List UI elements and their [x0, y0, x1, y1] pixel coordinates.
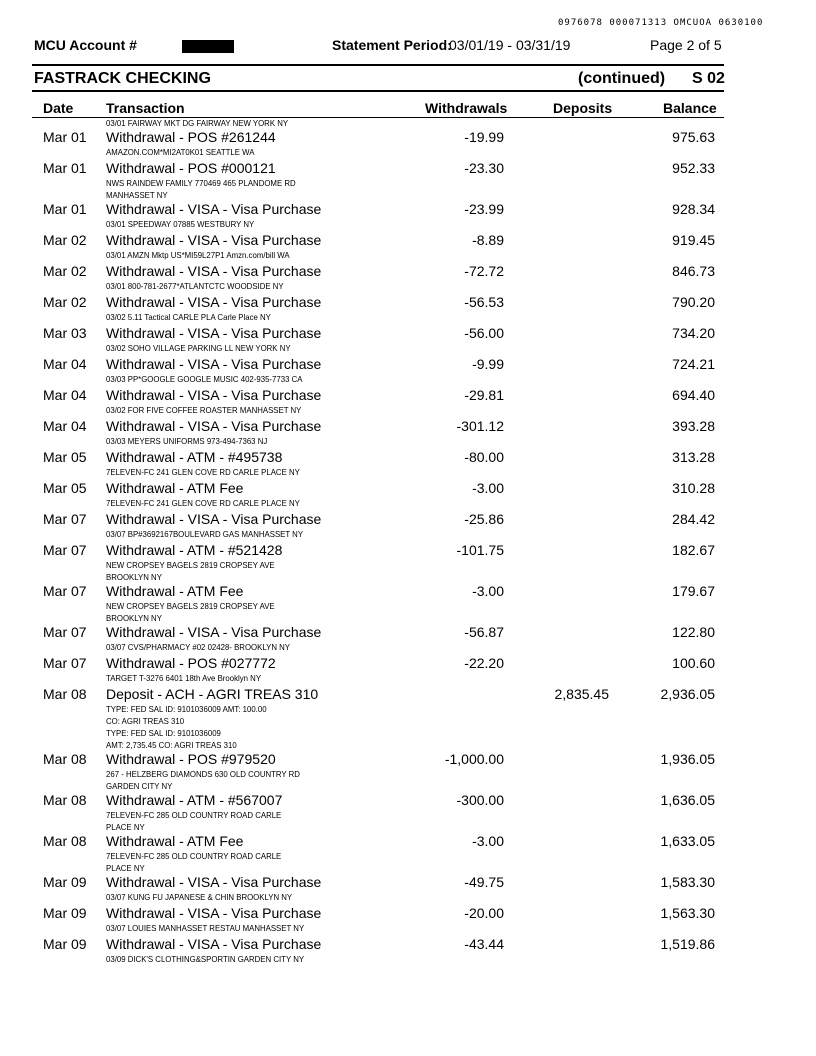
transaction-date: Mar 04	[43, 356, 87, 372]
transaction-detail: 03/01 SPEEDWAY 07885 WESTBURY NY	[106, 219, 255, 229]
transaction-detail: BROOKLYN NY	[106, 572, 162, 582]
transaction-date: Mar 01	[43, 201, 87, 217]
transaction-description: Withdrawal - VISA - Visa Purchase	[106, 511, 322, 527]
transaction-rows	[0, 129, 816, 967]
transaction-description: Withdrawal - VISA - Visa Purchase	[106, 294, 322, 310]
deposit-amount: 2,835.45	[554, 686, 609, 702]
withdrawal-amount: -56.00	[464, 325, 504, 341]
withdrawal-amount: -72.72	[464, 263, 504, 279]
statement-period-label: Statement Period:	[332, 37, 452, 53]
micr-line: 0976078 000071313 OMCUOA 0630100	[558, 18, 764, 28]
transaction-description: Withdrawal - VISA - Visa Purchase	[106, 356, 322, 372]
transaction-detail: 7ELEVEN-FC 241 GLEN COVE RD CARLE PLACE NY	[106, 467, 300, 477]
transaction-main-line	[0, 905, 816, 922]
withdrawal-amount: -3.00	[472, 833, 504, 849]
transaction-list	[0, 117, 816, 967]
transaction-detail: 03/02 FOR FIVE COFFEE ROASTER MANHASSET NY	[106, 405, 302, 415]
transaction-date: Mar 09	[43, 936, 87, 952]
transaction-detail: TYPE: FED SAL ID: 9101036009	[106, 728, 221, 738]
transaction-description: Withdrawal - VISA - Visa Purchase	[106, 263, 322, 279]
table-row	[0, 160, 816, 201]
withdrawal-amount: -23.99	[464, 201, 504, 217]
balance-amount: 1,936.05	[660, 751, 715, 767]
withdrawal-amount: -1,000.00	[444, 751, 504, 767]
section-title: FASTRACK CHECKING	[34, 70, 211, 87]
table-row	[0, 356, 816, 387]
transaction-main-line	[0, 624, 816, 641]
transaction-date: Mar 08	[43, 751, 87, 767]
transaction-detail: AMAZON.COM*MI2AT0K01 SEATTLE WA	[106, 147, 255, 157]
withdrawal-amount: -101.75	[456, 542, 504, 558]
table-row	[0, 511, 816, 542]
transaction-top-note: 03/01 FAIRWAY MKT DG FAIRWAY NEW YORK NY	[106, 118, 289, 128]
transaction-date: Mar 05	[43, 480, 87, 496]
withdrawal-amount: -300.00	[456, 792, 504, 808]
balance-amount: 975.63	[672, 129, 715, 145]
transaction-main-line	[0, 263, 816, 280]
transaction-description: Withdrawal - VISA - Visa Purchase	[106, 936, 322, 952]
section-continued: (continued)	[578, 70, 666, 87]
transaction-detail: PLACE NY	[106, 822, 145, 832]
transaction-detail: GARDEN CITY NY	[106, 781, 173, 791]
transaction-date: Mar 07	[43, 624, 87, 640]
transaction-main-line	[0, 751, 816, 768]
table-row	[0, 449, 816, 480]
transaction-description: Withdrawal - VISA - Visa Purchase	[106, 905, 322, 921]
transaction-description: Withdrawal - VISA - Visa Purchase	[106, 232, 322, 248]
transaction-main-line	[0, 449, 816, 466]
transaction-main-line	[0, 936, 816, 953]
balance-amount: 734.20	[672, 325, 715, 341]
page-number: Page 2 of 5	[650, 37, 722, 53]
withdrawal-amount: -43.44	[464, 936, 504, 952]
transaction-description: Withdrawal - VISA - Visa Purchase	[106, 624, 322, 640]
transaction-main-line	[0, 874, 816, 891]
column-header-date: Date	[43, 100, 74, 116]
transaction-detail: 03/02 SOHO VILLAGE PARKING LL NEW YORK NY	[106, 343, 291, 353]
transaction-date: Mar 04	[43, 387, 87, 403]
table-row	[0, 792, 816, 833]
withdrawal-amount: -80.00	[464, 449, 504, 465]
balance-amount: 1,583.30	[660, 874, 715, 890]
column-header-deposits: Deposits	[553, 100, 613, 116]
transaction-description: Withdrawal - ATM Fee	[106, 480, 244, 496]
balance-amount: 1,519.86	[660, 936, 715, 952]
transaction-date: Mar 08	[43, 792, 87, 808]
transaction-description: Deposit - ACH - AGRI TREAS 310	[106, 686, 319, 702]
transaction-date: Mar 07	[43, 655, 87, 671]
table-row	[0, 201, 816, 232]
transaction-detail: 03/03 MEYERS UNIFORMS 973-494-7363 NJ	[106, 436, 268, 446]
transaction-description: Withdrawal - ATM - #495738	[106, 449, 283, 465]
transaction-description: Withdrawal - ATM - #567007	[106, 792, 283, 808]
transaction-main-line	[0, 792, 816, 809]
table-row	[0, 542, 816, 583]
balance-amount: 2,936.05	[660, 686, 715, 702]
redacted-account-number	[182, 40, 234, 53]
table-row	[0, 655, 816, 686]
transaction-detail: NEW CROPSEY BAGELS 2819 CROPSEY AVE	[106, 601, 275, 611]
transaction-date: Mar 07	[43, 511, 87, 527]
balance-amount: 310.28	[672, 480, 715, 496]
transaction-main-line	[0, 542, 816, 559]
withdrawal-amount: -9.99	[472, 356, 504, 372]
table-row	[0, 294, 816, 325]
transaction-detail: AMT: 2,735.45 CO: AGRI TREAS 310	[106, 740, 237, 750]
transaction-main-line	[0, 232, 816, 249]
transaction-date: Mar 02	[43, 232, 87, 248]
transaction-description: Withdrawal - VISA - Visa Purchase	[106, 874, 322, 890]
balance-amount: 724.21	[672, 356, 715, 372]
section-code: S 02	[692, 70, 725, 87]
transaction-main-line	[0, 325, 816, 342]
transaction-main-line	[0, 356, 816, 373]
transaction-main-line	[0, 686, 816, 703]
table-row	[0, 129, 816, 160]
withdrawal-amount: -23.30	[464, 160, 504, 176]
transaction-detail: 03/07 LOUIES MANHASSET RESTAU MANHASSET NY	[106, 923, 305, 933]
withdrawal-amount: -56.53	[464, 294, 504, 310]
balance-amount: 1,633.05	[660, 833, 715, 849]
withdrawal-amount: -301.12	[456, 418, 504, 434]
transaction-description: Withdrawal - VISA - Visa Purchase	[106, 387, 322, 403]
transaction-detail: TYPE: FED SAL ID: 9101036009 AMT: 100.00	[106, 704, 267, 714]
transaction-description: Withdrawal - POS #000121	[106, 160, 276, 176]
transaction-description: Withdrawal - POS #027772	[106, 655, 276, 671]
transaction-detail: 03/01 AMZN Mktp US*MI59L27P1 Amzn.com/bill WA	[106, 250, 290, 260]
transaction-detail: PLACE NY	[106, 863, 145, 873]
transaction-main-line	[0, 511, 816, 528]
account-label: MCU Account #	[34, 37, 137, 53]
transaction-main-line	[0, 294, 816, 311]
transaction-date: Mar 08	[43, 686, 87, 702]
transaction-detail: 03/09 DICK'S CLOTHING&SPORTIN GARDEN CITY NY	[106, 954, 305, 964]
balance-amount: 284.42	[672, 511, 715, 527]
transaction-main-line	[0, 480, 816, 497]
balance-amount: 122.80	[672, 624, 715, 640]
transaction-description: Withdrawal - VISA - Visa Purchase	[106, 201, 322, 217]
balance-amount: 1,563.30	[660, 905, 715, 921]
withdrawal-amount: -3.00	[472, 583, 504, 599]
transaction-description: Withdrawal - POS #261244	[106, 129, 276, 145]
statement-period-value: 03/01/19 - 03/31/19	[449, 37, 571, 53]
transaction-description: Withdrawal - ATM - #521428	[106, 542, 283, 558]
transaction-description: Withdrawal - POS #979520	[106, 751, 276, 767]
table-row	[0, 387, 816, 418]
balance-amount: 790.20	[672, 294, 715, 310]
transaction-detail: 03/03 PP*GOOGLE GOOGLE MUSIC 402-935-7733 CA	[106, 374, 303, 384]
transaction-detail: 7ELEVEN-FC 285 OLD COUNTRY ROAD CARLE	[106, 810, 282, 820]
table-row	[0, 751, 816, 792]
transaction-detail: 7ELEVEN-FC 285 OLD COUNTRY ROAD CARLE	[106, 851, 282, 861]
transaction-detail: 03/01 800-781-2677*ATLANTCTC WOODSIDE NY	[106, 281, 284, 291]
transaction-main-line	[0, 129, 816, 146]
transaction-detail: MANHASSET NY	[106, 190, 168, 200]
table-row	[0, 263, 816, 294]
transaction-detail: 03/02 5.11 Tactical CARLE PLA Carle Place NY	[106, 312, 271, 322]
balance-amount: 182.67	[672, 542, 715, 558]
transaction-detail: NWS RAINDEW FAMILY 770469 465 PLANDOME RD	[106, 178, 296, 188]
withdrawal-amount: -29.81	[464, 387, 504, 403]
table-row	[0, 936, 816, 967]
transaction-description: Withdrawal - ATM Fee	[106, 583, 244, 599]
withdrawal-amount: -22.20	[464, 655, 504, 671]
balance-amount: 313.28	[672, 449, 715, 465]
transaction-detail: TARGET T-3276 6401 18th Ave Brooklyn NY	[106, 673, 262, 683]
balance-amount: 1,636.05	[660, 792, 715, 808]
table-row	[0, 874, 816, 905]
balance-amount: 179.67	[672, 583, 715, 599]
transaction-detail: 03/07 CVS/PHARMACY #02 02428- BROOKLYN NY	[106, 642, 290, 652]
table-row	[0, 905, 816, 936]
transaction-date: Mar 05	[43, 449, 87, 465]
transaction-detail: NEW CROPSEY BAGELS 2819 CROPSEY AVE	[106, 560, 275, 570]
transaction-date: Mar 04	[43, 418, 87, 434]
table-row	[0, 833, 816, 874]
transaction-date: Mar 02	[43, 294, 87, 310]
balance-amount: 846.73	[672, 263, 715, 279]
transaction-date: Mar 09	[43, 905, 87, 921]
table-row	[0, 583, 816, 624]
column-header-withdrawals: Withdrawals	[425, 100, 508, 116]
table-row	[0, 232, 816, 263]
withdrawal-amount: -19.99	[464, 129, 504, 145]
transaction-date: Mar 02	[43, 263, 87, 279]
transaction-date: Mar 01	[43, 129, 87, 145]
table-row	[0, 624, 816, 655]
transaction-main-line	[0, 583, 816, 600]
transaction-main-line	[0, 418, 816, 435]
withdrawal-amount: -49.75	[464, 874, 504, 890]
table-row	[0, 325, 816, 356]
header-divider	[32, 64, 724, 66]
transaction-description: Withdrawal - ATM Fee	[106, 833, 244, 849]
transaction-detail: 7ELEVEN-FC 241 GLEN COVE RD CARLE PLACE NY	[106, 498, 300, 508]
transaction-date: Mar 08	[43, 833, 87, 849]
balance-amount: 928.34	[672, 201, 715, 217]
balance-amount: 952.33	[672, 160, 715, 176]
balance-amount: 100.60	[672, 655, 715, 671]
transaction-date: Mar 01	[43, 160, 87, 176]
transaction-date: Mar 07	[43, 542, 87, 558]
transaction-main-line	[0, 833, 816, 850]
balance-amount: 919.45	[672, 232, 715, 248]
balance-amount: 694.40	[672, 387, 715, 403]
transaction-main-line	[0, 201, 816, 218]
transaction-detail: 03/07 KUNG FU JAPANESE & CHIN BROOKLYN NY	[106, 892, 293, 902]
transaction-main-line	[0, 387, 816, 404]
transaction-detail: 267 - HELZBERG DIAMONDS 630 OLD COUNTRY RD	[106, 769, 300, 779]
withdrawal-amount: -20.00	[464, 905, 504, 921]
table-row	[0, 480, 816, 511]
transaction-detail: CO: AGRI TREAS 310	[106, 716, 185, 726]
withdrawal-amount: -8.89	[472, 232, 504, 248]
balance-amount: 393.28	[672, 418, 715, 434]
withdrawal-amount: -3.00	[472, 480, 504, 496]
transaction-date: Mar 07	[43, 583, 87, 599]
transaction-description: Withdrawal - VISA - Visa Purchase	[106, 418, 322, 434]
transaction-detail: 03/07 BP#3692167BOULEVARD GAS MANHASSET NY	[106, 529, 304, 539]
withdrawal-amount: -25.86	[464, 511, 504, 527]
transaction-date: Mar 03	[43, 325, 87, 341]
table-row	[0, 686, 816, 751]
transaction-date: Mar 09	[43, 874, 87, 890]
column-header-balance: Balance	[663, 100, 717, 116]
transaction-detail: BROOKLYN NY	[106, 613, 162, 623]
transaction-main-line	[0, 655, 816, 672]
transaction-main-line	[0, 160, 816, 177]
section-divider	[32, 90, 724, 92]
withdrawal-amount: -56.87	[464, 624, 504, 640]
column-header-transaction: Transaction	[106, 100, 185, 116]
transaction-description: Withdrawal - VISA - Visa Purchase	[106, 325, 322, 341]
table-row	[0, 418, 816, 449]
